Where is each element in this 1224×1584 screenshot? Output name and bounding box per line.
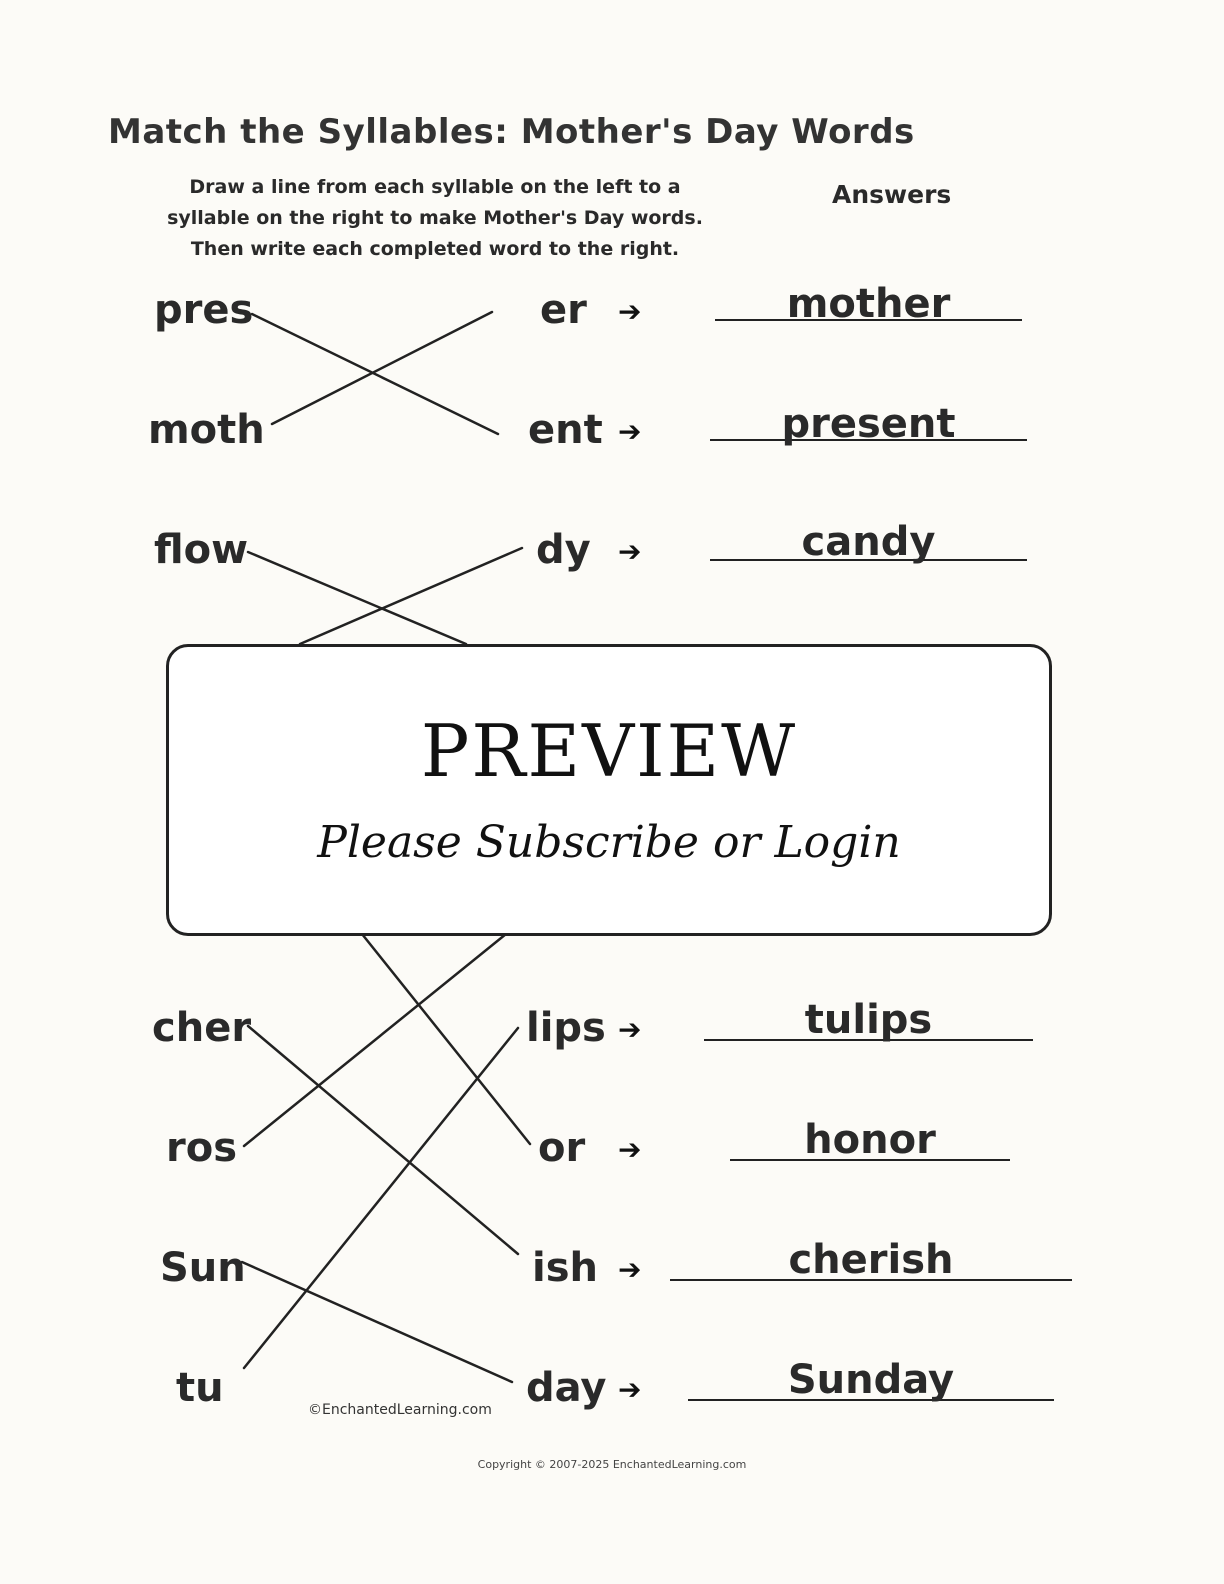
answer-word: Sunday [787, 1357, 955, 1403]
answer-word: mother [786, 281, 951, 327]
match-line [272, 312, 492, 424]
watermark: ©EnchantedLearning.com [308, 1402, 492, 1418]
left-syllable: flow [154, 527, 249, 573]
left-syllable: cher [152, 1005, 252, 1051]
answer-word: cherish [788, 1237, 954, 1283]
left-syllable: moth [148, 407, 265, 453]
answer-word: tulips [804, 997, 933, 1043]
arrow-icon: ➔ [618, 1013, 642, 1046]
left-syllable: pres [154, 287, 254, 333]
preview-title: PREVIEW [420, 709, 798, 793]
right-syllable: lips [526, 1005, 606, 1051]
answers-heading: Answers [832, 180, 952, 209]
right-syllable: ish [532, 1245, 598, 1291]
right-syllable: er [540, 287, 587, 333]
left-syllable: ros [166, 1125, 238, 1171]
copyright-footer: Copyright © 2007-2025 EnchantedLearning.com [477, 1458, 747, 1471]
preview-overlay[interactable] [166, 644, 1052, 936]
match-line [362, 934, 530, 1144]
instruction-line: Draw a line from each syllable on the left to a [189, 176, 681, 198]
left-syllable: tu [176, 1365, 224, 1411]
match-line [244, 1028, 518, 1368]
answer-word: honor [804, 1117, 936, 1163]
right-syllable: ent [528, 407, 603, 453]
answer-word: present [781, 401, 956, 447]
arrow-icon: ➔ [618, 295, 642, 328]
arrow-icon: ➔ [618, 535, 642, 568]
answer-word: candy [801, 519, 936, 565]
arrow-icon: ➔ [618, 1373, 642, 1406]
right-syllable: day [526, 1365, 607, 1411]
right-syllable: or [538, 1125, 586, 1171]
instruction-line: syllable on the right to make Mother's Day words. [167, 207, 703, 229]
match-line [248, 1026, 518, 1254]
match-line [248, 552, 466, 644]
arrow-icon: ➔ [618, 415, 642, 448]
match-line [300, 548, 522, 644]
arrow-icon: ➔ [618, 1133, 642, 1166]
arrow-icon: ➔ [618, 1253, 642, 1286]
page-title: Match the Syllables: Mother's Day Words [108, 112, 915, 152]
left-syllable: Sun [160, 1245, 246, 1291]
right-syllable: dy [536, 527, 591, 573]
subscribe-login-prompt[interactable]: Please Subscribe or Login [317, 817, 901, 868]
match-line [244, 934, 506, 1146]
instruction-line: Then write each completed word to the right. [190, 238, 680, 260]
